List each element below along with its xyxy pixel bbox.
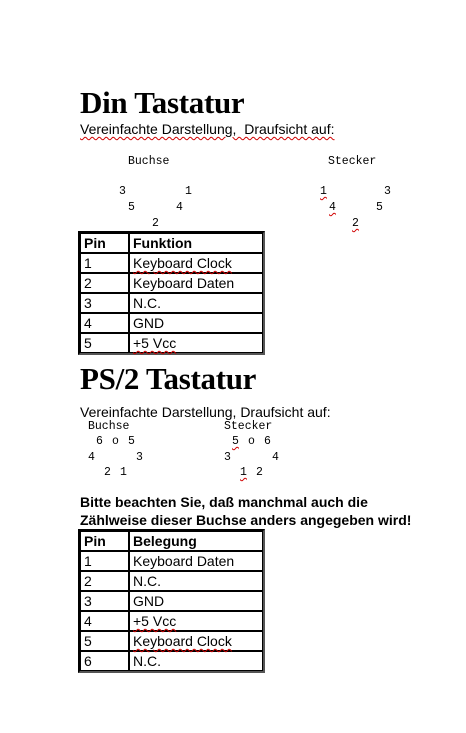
table-row xyxy=(80,611,263,631)
pin-cell: 3 xyxy=(80,293,129,313)
function-cell: N.C. xyxy=(129,571,263,591)
function-cell xyxy=(129,611,263,631)
table-row xyxy=(80,313,263,333)
din-subtitle xyxy=(80,121,334,137)
ps2-note-line-1: Bitte beachten Sie, daß manchmal auch die xyxy=(80,494,368,510)
table-row xyxy=(80,651,263,671)
table-row xyxy=(80,631,263,651)
ps2-buchse-pin: 1 xyxy=(120,466,127,479)
function-cell: Keyboard Daten xyxy=(129,551,263,571)
pin-cell: 3 xyxy=(80,591,129,611)
ps2-pin-table xyxy=(78,529,265,673)
table-row xyxy=(80,293,263,313)
table-row xyxy=(80,253,263,273)
function-cell xyxy=(129,333,263,353)
pin-cell: 5 xyxy=(80,631,129,651)
table-row xyxy=(80,333,263,353)
function-cell: GND xyxy=(129,313,263,333)
function-text: Keyboard Clock xyxy=(133,633,232,649)
din-stecker-pin: 4 xyxy=(329,201,336,214)
ps2-buchse-pin: 6 xyxy=(96,435,103,448)
function-cell: Keyboard Daten xyxy=(129,273,263,293)
din-pin-table xyxy=(78,231,265,355)
din-stecker-pin: 3 xyxy=(384,185,391,198)
ps2-stecker-pin: 1 xyxy=(240,466,247,479)
pin-cell: 4 xyxy=(80,313,129,333)
pin-cell: 1 xyxy=(80,253,129,273)
ps2-stecker-pin: 4 xyxy=(272,451,279,464)
function-cell xyxy=(129,631,263,651)
ps2-buchse-pin: 2 xyxy=(104,466,111,479)
pin-cell: 2 xyxy=(80,273,129,293)
ps2-title: PS/2 Tastatur xyxy=(80,361,257,396)
table-header-row xyxy=(80,531,263,551)
table-row xyxy=(80,273,263,293)
ps2-buchse-label: Buchse xyxy=(88,420,130,433)
column-header-belegung: Belegung xyxy=(129,531,263,551)
column-header-pin: Pin xyxy=(80,531,129,551)
din-buchse-label: Buchse xyxy=(128,155,170,168)
din-stecker-label: Stecker xyxy=(328,155,377,168)
din-subtitle-text: Vereinfachte Darstellung, Draufsicht auf: xyxy=(80,121,335,137)
pin-cell: 6 xyxy=(80,651,129,671)
ps2-buchse-pin: 4 xyxy=(88,451,95,464)
ps2-stecker-latch: o xyxy=(248,435,255,448)
ps2-buchse-latch: o xyxy=(112,435,119,448)
table-header-row xyxy=(80,233,263,253)
column-header-pin: Pin xyxy=(80,233,129,253)
din-stecker-pin: 1 xyxy=(320,185,327,198)
function-cell: GND xyxy=(129,591,263,611)
din-buchse-pin: 2 xyxy=(152,217,159,230)
ps2-buchse-pin: 5 xyxy=(128,435,135,448)
pin-cell: 1 xyxy=(80,551,129,571)
pin-cell: 2 xyxy=(80,571,129,591)
ps2-stecker-label: Stecker xyxy=(224,420,273,433)
function-cell: N.C. xyxy=(129,651,263,671)
ps2-stecker-pin: 3 xyxy=(224,451,231,464)
function-cell xyxy=(129,253,263,273)
ps2-buchse-pin: 3 xyxy=(136,451,143,464)
pin-cell: 4 xyxy=(80,611,129,631)
table-row xyxy=(80,571,263,591)
ps2-note-line-2: Zählweise dieser Buchse anders angegeben wird! xyxy=(80,512,412,528)
din-buchse-pin: 4 xyxy=(176,201,183,214)
din-stecker-pin: 5 xyxy=(376,201,383,214)
ps2-stecker-pin: 2 xyxy=(256,466,263,479)
ps2-stecker-pin: 6 xyxy=(264,435,271,448)
din-stecker-pin: 2 xyxy=(352,217,359,230)
ps2-stecker-pin: 5 xyxy=(232,435,239,448)
function-text: +5 Vcc xyxy=(133,335,177,351)
table-row xyxy=(80,551,263,571)
function-text: +5 Vcc xyxy=(133,613,177,629)
function-cell: N.C. xyxy=(129,293,263,313)
din-buchse-pin: 3 xyxy=(119,185,126,198)
column-header-funktion: Funktion xyxy=(129,233,263,253)
din-buchse-pin: 1 xyxy=(185,185,192,198)
din-title: Din Tastatur xyxy=(80,85,245,120)
ps2-subtitle: Vereinfachte Darstellung, Draufsicht auf: xyxy=(80,404,331,420)
function-text: Keyboard Clock xyxy=(133,255,232,271)
din-buchse-pin: 5 xyxy=(128,201,135,214)
table-row xyxy=(80,591,263,611)
pin-cell: 5 xyxy=(80,333,129,353)
